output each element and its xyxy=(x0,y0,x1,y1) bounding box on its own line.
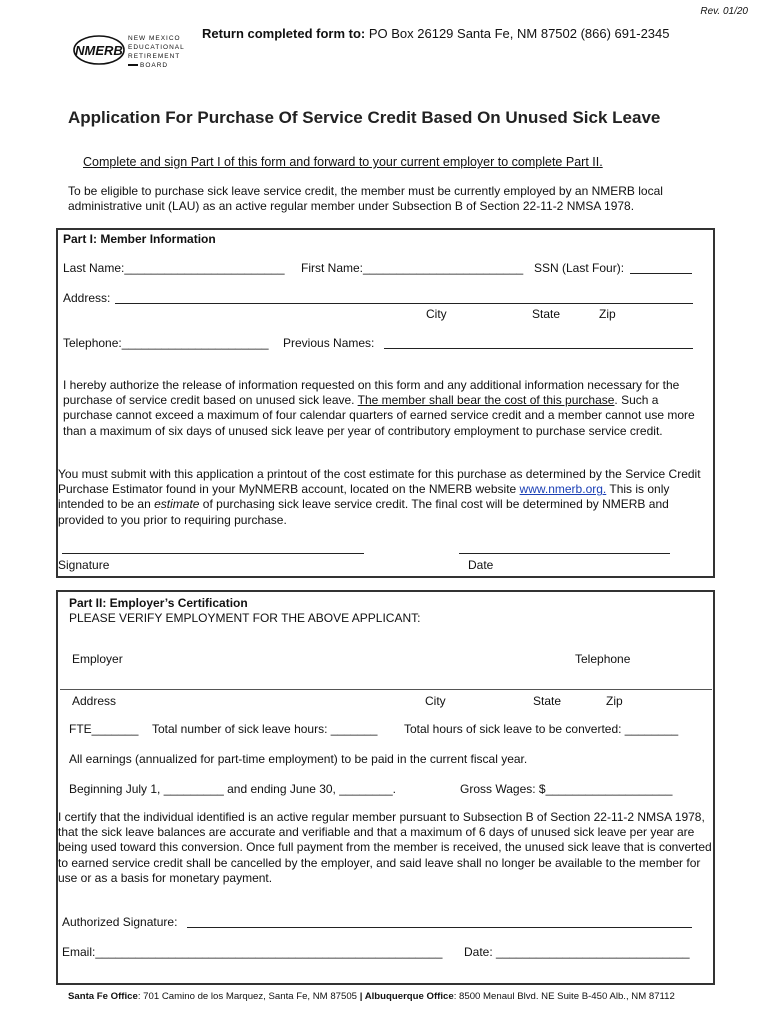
employer-zip-label: Zip xyxy=(606,694,623,708)
address-zip-label: Zip xyxy=(599,307,616,321)
employer-telephone-label: Telephone xyxy=(575,652,631,666)
page-title: Application For Purchase Of Service Credit Based On Unused Sick Leave xyxy=(68,108,661,127)
authorization-text-1: I hereby authorize the release of information requested on this form and any additional information necessary for the purchase of service credit based on unused sick leave. xyxy=(63,378,680,408)
return-label: Return completed form to: xyxy=(202,26,366,41)
estimate-paragraph xyxy=(58,467,714,528)
address-label: Address: xyxy=(63,291,111,305)
hours-converted-field[interactable]: Total hours of sick leave to be converted: ________ xyxy=(404,722,679,736)
employer-label: Employer xyxy=(72,652,123,666)
address-input[interactable] xyxy=(115,303,693,304)
nmerb-logo xyxy=(72,30,196,74)
verify-employment-label: PLEASE VERIFY EMPLOYMENT FOR THE ABOVE APPLICANT: xyxy=(69,611,421,625)
footer-separator: | xyxy=(357,991,365,1002)
estimate-text-1: You must submit with this application a printout of the cost estimate for this purchase as determined by the Service Credit Purchase Estimator found in your MyNMERB account, located on the NMERB website xyxy=(58,467,701,497)
first-name-field[interactable]: First Name:________________________ xyxy=(301,261,524,275)
estimate-text-3: of purchasing sick leave service credit. The final cost will be determined by NMERB and provided to you prior to requiring purchase. xyxy=(58,497,669,527)
previous-names-input[interactable] xyxy=(384,348,693,349)
last-name-field[interactable]: Last Name:________________________ xyxy=(63,261,285,275)
authorized-signature-input[interactable] xyxy=(187,927,692,928)
fiscal-period-field[interactable]: Beginning July 1, _________ and ending June 30, ________. xyxy=(69,782,396,796)
telephone-field[interactable]: Telephone:______________________ xyxy=(63,336,269,350)
address-city-label: City xyxy=(426,307,447,321)
return-address-line xyxy=(202,26,670,41)
logo-line-4: BOARD xyxy=(140,62,169,69)
albuquerque-office-label: Albuquerque Office xyxy=(364,991,454,1002)
logo-mark: NMERB xyxy=(75,43,123,58)
ssn-input[interactable] xyxy=(630,273,692,274)
previous-names-label: Previous Names: xyxy=(283,336,375,350)
authorized-signature-label: Authorized Signature: xyxy=(62,915,178,929)
gross-wages-field[interactable]: Gross Wages: $___________________ xyxy=(460,782,673,796)
employer-state-label: State xyxy=(533,694,562,708)
footer-offices xyxy=(68,991,675,1002)
ssn-label: SSN (Last Four): xyxy=(534,261,625,275)
earnings-text: All earnings (annualized for part-time employment) to be paid in the current fiscal year. xyxy=(69,752,528,766)
revision-label: Rev. 01/20 xyxy=(700,6,748,17)
albuquerque-office-address: : 8500 Menaul Blvd. NE Suite B-450 Alb., NM 87112 xyxy=(453,991,675,1002)
logo-line-3: RETIREMENT xyxy=(128,53,181,60)
employer-divider xyxy=(60,689,712,690)
nmerb-website-link[interactable]: www.nmerb.org. xyxy=(519,482,607,497)
estimate-italic: estimate xyxy=(154,497,200,512)
part1-heading: Part I: Member Information xyxy=(63,232,216,246)
employer-address-label: Address xyxy=(72,694,117,708)
return-address: PO Box 26129 Santa Fe, NM 87502 (866) 691-2345 xyxy=(368,26,670,41)
certification-paragraph: I certify that the individual identified is an active regular member pursuant to Subsection B of Section 22-11-2 NMSA 1978, that the sick leave balances are accurate and verifiable and that a maximum of 6 days of unused sick leave per year are being used toward this conversion. Once full payment from the member is received, the unused sick leave that is converted to earned service credit shall be cancelled by the employer, and said leave shall no longer be available to the member for use or as a basis for monetary payment. xyxy=(58,810,712,885)
signature-label: Signature xyxy=(58,558,110,572)
signature-input[interactable] xyxy=(62,553,364,554)
employer-date-field[interactable]: Date: _____________________________ xyxy=(464,945,690,959)
fte-field[interactable]: FTE_______ xyxy=(69,722,139,736)
signature-date-input[interactable] xyxy=(459,553,670,554)
eligibility-text: To be eligible to purchase sick leave service credit, the member must be currently employed by an NMERB local administrative unit (LAU) as an active regular member under Subsection B of Section 22-11-2 NMSA 1978. xyxy=(68,184,663,213)
estimate-text-2: This is only intended to be an xyxy=(58,482,670,512)
cost-responsibility-text: The member shall bear the cost of this purchase xyxy=(357,393,615,408)
logo-line-1: NEW MEXICO xyxy=(128,35,181,42)
santa-fe-office-address: : 701 Camino de los Marquez, Santa Fe, NM 87505 xyxy=(137,991,358,1002)
employer-city-label: City xyxy=(425,694,446,708)
employer-email-field[interactable]: Email:____________________________________________________ xyxy=(62,945,443,959)
authorization-text-2: . Such a purchase cannot exceed a maximum of four calendar quarters of earned service credit and a member cannot use more than a maximum of six days of unused sick leave per year of contributory employment to purchase service credit. xyxy=(63,393,695,438)
address-state-label: State xyxy=(532,307,561,321)
authorization-paragraph xyxy=(63,378,711,439)
santa-fe-office-label: Santa Fe Office xyxy=(68,991,138,1002)
total-sick-hours-field[interactable]: Total number of sick leave hours: _______ xyxy=(152,722,378,736)
date-label: Date xyxy=(468,558,494,572)
logo-line-2: EDUCATIONAL xyxy=(128,44,185,51)
part2-heading: Part II: Employer’s Certification xyxy=(69,596,248,610)
instruction-text: Complete and sign Part I of this form and forward to your current employer to complete Part II. xyxy=(83,155,603,169)
